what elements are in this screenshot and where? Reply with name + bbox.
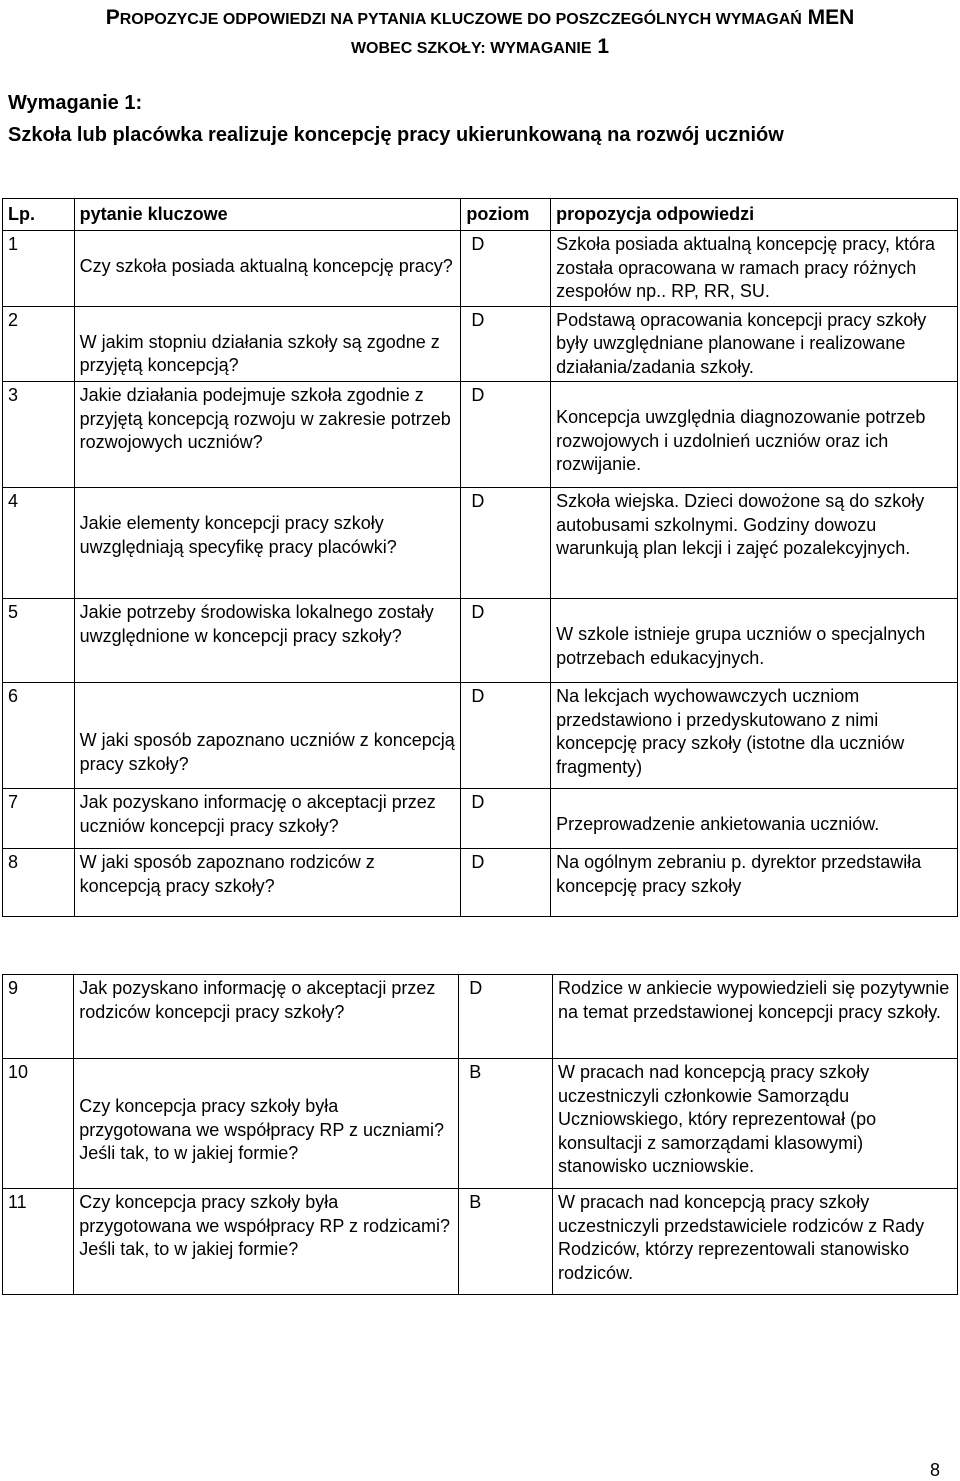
table-row: 2 W jakim stopniu działania szkoły są zgodne z przyjętą koncepcją? D Podstawą opracowania koncepcji pracy szkoły były uwzględniane planowane i realizowane działania/zadania szkoły. bbox=[3, 306, 958, 382]
table-row: 5 Jakie potrzeby środowiska lokalnego zostały uwzględnione w koncepcji pracy szkoły? D W szkole istnieje grupa uczniów o specjalnych potrzebach edukacyjnych. bbox=[3, 599, 958, 683]
title-line-1: PROPOZYCJE ODPOWIEDZI NA PYTANIA KLUCZOWE DO POSZCZEGÓLNYCH WYMAGAŃ MEN bbox=[105, 6, 855, 29]
document-title bbox=[8, 4, 952, 62]
table-header-row bbox=[3, 199, 958, 231]
header-lp: Lp. bbox=[3, 199, 75, 231]
questions-table-continued bbox=[2, 974, 958, 1295]
requirement-text: Szkoła lub placówka realizuje koncepcję pracy ukierunkowaną na rozwój uczniów bbox=[8, 124, 784, 146]
table-row: 8 W jaki sposób zapoznano rodziców z koncepcją pracy szkoły? D Na ogólnym zebraniu p. dyrektor przedstawiła koncepcję pracy szkoły bbox=[3, 849, 958, 917]
header-level: poziom bbox=[461, 199, 551, 231]
questions-table bbox=[2, 198, 958, 917]
table-row: 10 Czy koncepcja pracy szkoły była przygotowana we współpracy RP z uczniami? Jeśli tak, to w jakiej formie? B W pracach nad koncepcją pracy szkoły uczestniczyli członkowie Samorządu Uczniowskiego, który reprezentował (po konsultacji z samorządami klasowymi) stanowisko uczniowskie. bbox=[3, 1059, 958, 1189]
table-row: 3 Jakie działania podejmuje szkoła zgodnie z przyjętą koncepcją rozwoju w zakresie potrzeb rozwojowych uczniów? D Koncepcja uwzględnia diagnozowanie potrzeb rozwojowych i uzdolnień uczniów oraz ich rozwijanie. bbox=[3, 382, 958, 488]
page-number: 8 bbox=[930, 1460, 941, 1480]
title-line-2: WOBEC SZKOŁY: WYMAGANIE 1 bbox=[350, 35, 610, 58]
table-row: 6 W jaki sposób zapoznano uczniów z koncepcją pracy szkoły? D Na lekcjach wychowawczych uczniom przedstawiono i przedyskutowano z nimi koncepcję pracy szkoły (istotne dla uczniów fragmenty) bbox=[3, 683, 958, 789]
table-row: 11 Czy koncepcja pracy szkoły była przygotowana we współpracy RP z rodzicami? Jeśli tak, to w jakiej formie? B W pracach nad koncepcją pracy szkoły uczestniczyli przedstawiciele rodziców z Rady Rodziców, którzy reprezentowali stanowisko rodziców. bbox=[3, 1189, 958, 1295]
table-row: 7 Jak pozyskano informację o akceptacji przez uczniów koncepcji pracy szkoły? D Przeprowadzenie ankietowania uczniów. bbox=[3, 789, 958, 849]
requirement-label: Wymaganie 1: bbox=[8, 92, 143, 114]
header-question: pytanie kluczowe bbox=[74, 199, 461, 231]
table-row: 9 Jak pozyskano informację o akceptacji przez rodziców koncepcji pracy szkoły? D Rodzice w ankiecie wypowiedzieli się pozytywnie na temat przedstawionej koncepcji pracy szkoły. bbox=[3, 975, 958, 1059]
table-row: 4 Jakie elementy koncepcji pracy szkoły uwzględniają specyfikę pracy placówki? D Szkoła wiejska. Dzieci dowożone są do szkoły autobusami szkolnymi. Godziny dowozu warunkują plan lekcji i zajęć pozalekcyjnych. bbox=[3, 488, 958, 599]
table-row: 1 Czy szkoła posiada aktualną koncepcję pracy? D Szkoła posiada aktualną koncepcję pracy, która została opracowana w ramach pracy różnych zespołów np.. RP, RR, SU. bbox=[3, 231, 958, 307]
header-answer: propozycja odpowiedzi bbox=[551, 199, 958, 231]
